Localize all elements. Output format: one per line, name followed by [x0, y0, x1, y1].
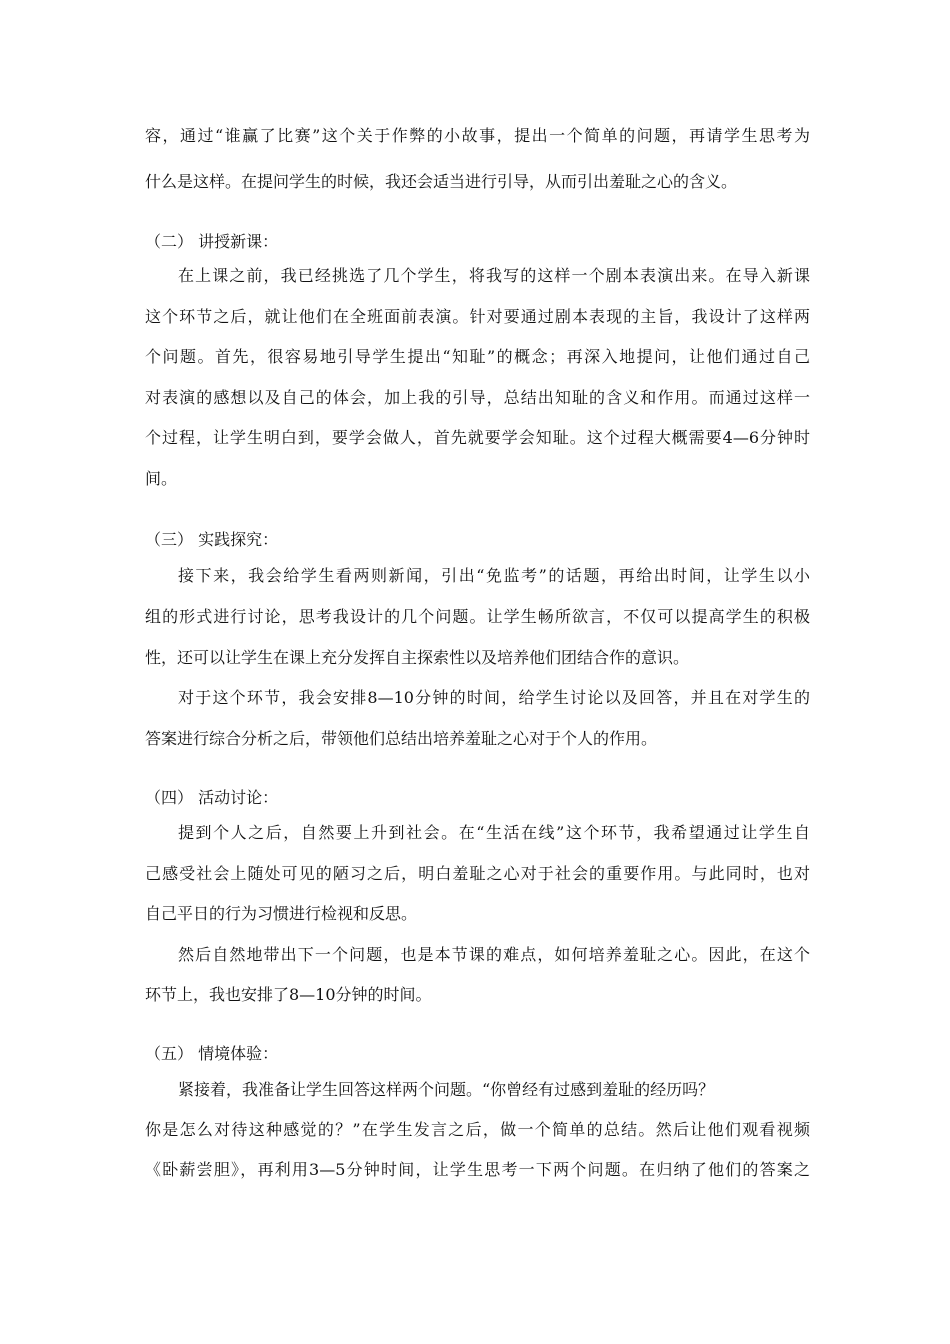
paragraph-line: 接下来，我会给学生看两则新闻，引出“免监考”的话题，再给出时间，让学生以小 [178, 566, 810, 585]
paragraph-line: 答案进行综合分析之后，带领他们总结出培养羞耻之心对于个人的作用。 [145, 729, 658, 748]
paragraph-line: 对表演的感想以及自己的体会，加上我的引导，总结出知耻的含义和作用。而通过这样一 [145, 388, 810, 407]
paragraph-line: 组的形式进行讨论，思考我设计的几个问题。让学生畅所欲言，不仅可以提高学生的积极 [145, 607, 810, 626]
paragraph-line: 自己平日的行为习惯进行检视和反思。 [145, 904, 418, 923]
section-heading: （二） 讲授新课： [145, 232, 279, 251]
section-heading: （四） 活动讨论： [145, 788, 279, 807]
paragraph-line: 什么是这样。在提问学生的时候，我还会适当进行引导，从而引出羞耻之心的含义。 [145, 172, 738, 191]
paragraph-line: 环节上，我也安排了8—10分钟的时间。 [145, 985, 432, 1004]
paragraph-line: 性，还可以让学生在课上充分发挥自主探索性以及培养他们团结合作的意识。 [145, 648, 690, 667]
paragraph-line: 对于这个环节，我会安排8—10分钟的时间，给学生讨论以及回答，并且在对学生的 [178, 688, 810, 707]
paragraph-line: 己感受社会上随处可见的陋习之后，明白羞耻之心对于社会的重要作用。与此同时，也对 [145, 864, 810, 883]
paragraph-line: 个问题。首先，很容易地引导学生提出“知耻”的概念；再深入地提问，让他们通过自己 [145, 347, 810, 366]
section-heading: （三） 实践探究： [145, 530, 279, 549]
paragraph-line: 提到个人之后，自然要上升到社会。在“生活在线”这个环节，我希望通过让学生自 [178, 823, 810, 842]
paragraph-line: 然后自然地带出下一个问题，也是本节课的难点，如何培养羞耻之心。因此，在这个 [178, 945, 810, 964]
paragraph-line: 你是怎么对待这种感觉的？”在学生发言之后，做一个简单的总结。然后让他们观看视频 [145, 1120, 810, 1139]
paragraph-line: 《卧薪尝胆》，再利用3—5分钟时间，让学生思考一下两个问题。在归纳了他们的答案之 [145, 1160, 810, 1179]
paragraph-line: 紧接着，我准备让学生回答这样两个问题。“你曾经有过感到羞耻的经历吗？ [178, 1080, 715, 1099]
paragraph-line: 间。 [145, 469, 178, 488]
paragraph-line: 个过程，让学生明白到，要学会做人，首先就要学会知耻。这个过程大概需要4—6分钟时 [145, 428, 810, 447]
paragraph-line: 这个环节之后，就让他们在全班面前表演。针对要通过剧本表现的主旨，我设计了这样两 [145, 307, 810, 326]
paragraph-line: 在上课之前，我已经挑选了几个学生，将我写的这样一个剧本表演出来。在导入新课 [178, 266, 810, 285]
paragraph-line: 容，通过“谁赢了比赛”这个关于作弊的小故事，提出一个简单的问题，再请学生思考为 [145, 126, 810, 145]
section-heading: （五） 情境体验： [145, 1044, 279, 1063]
